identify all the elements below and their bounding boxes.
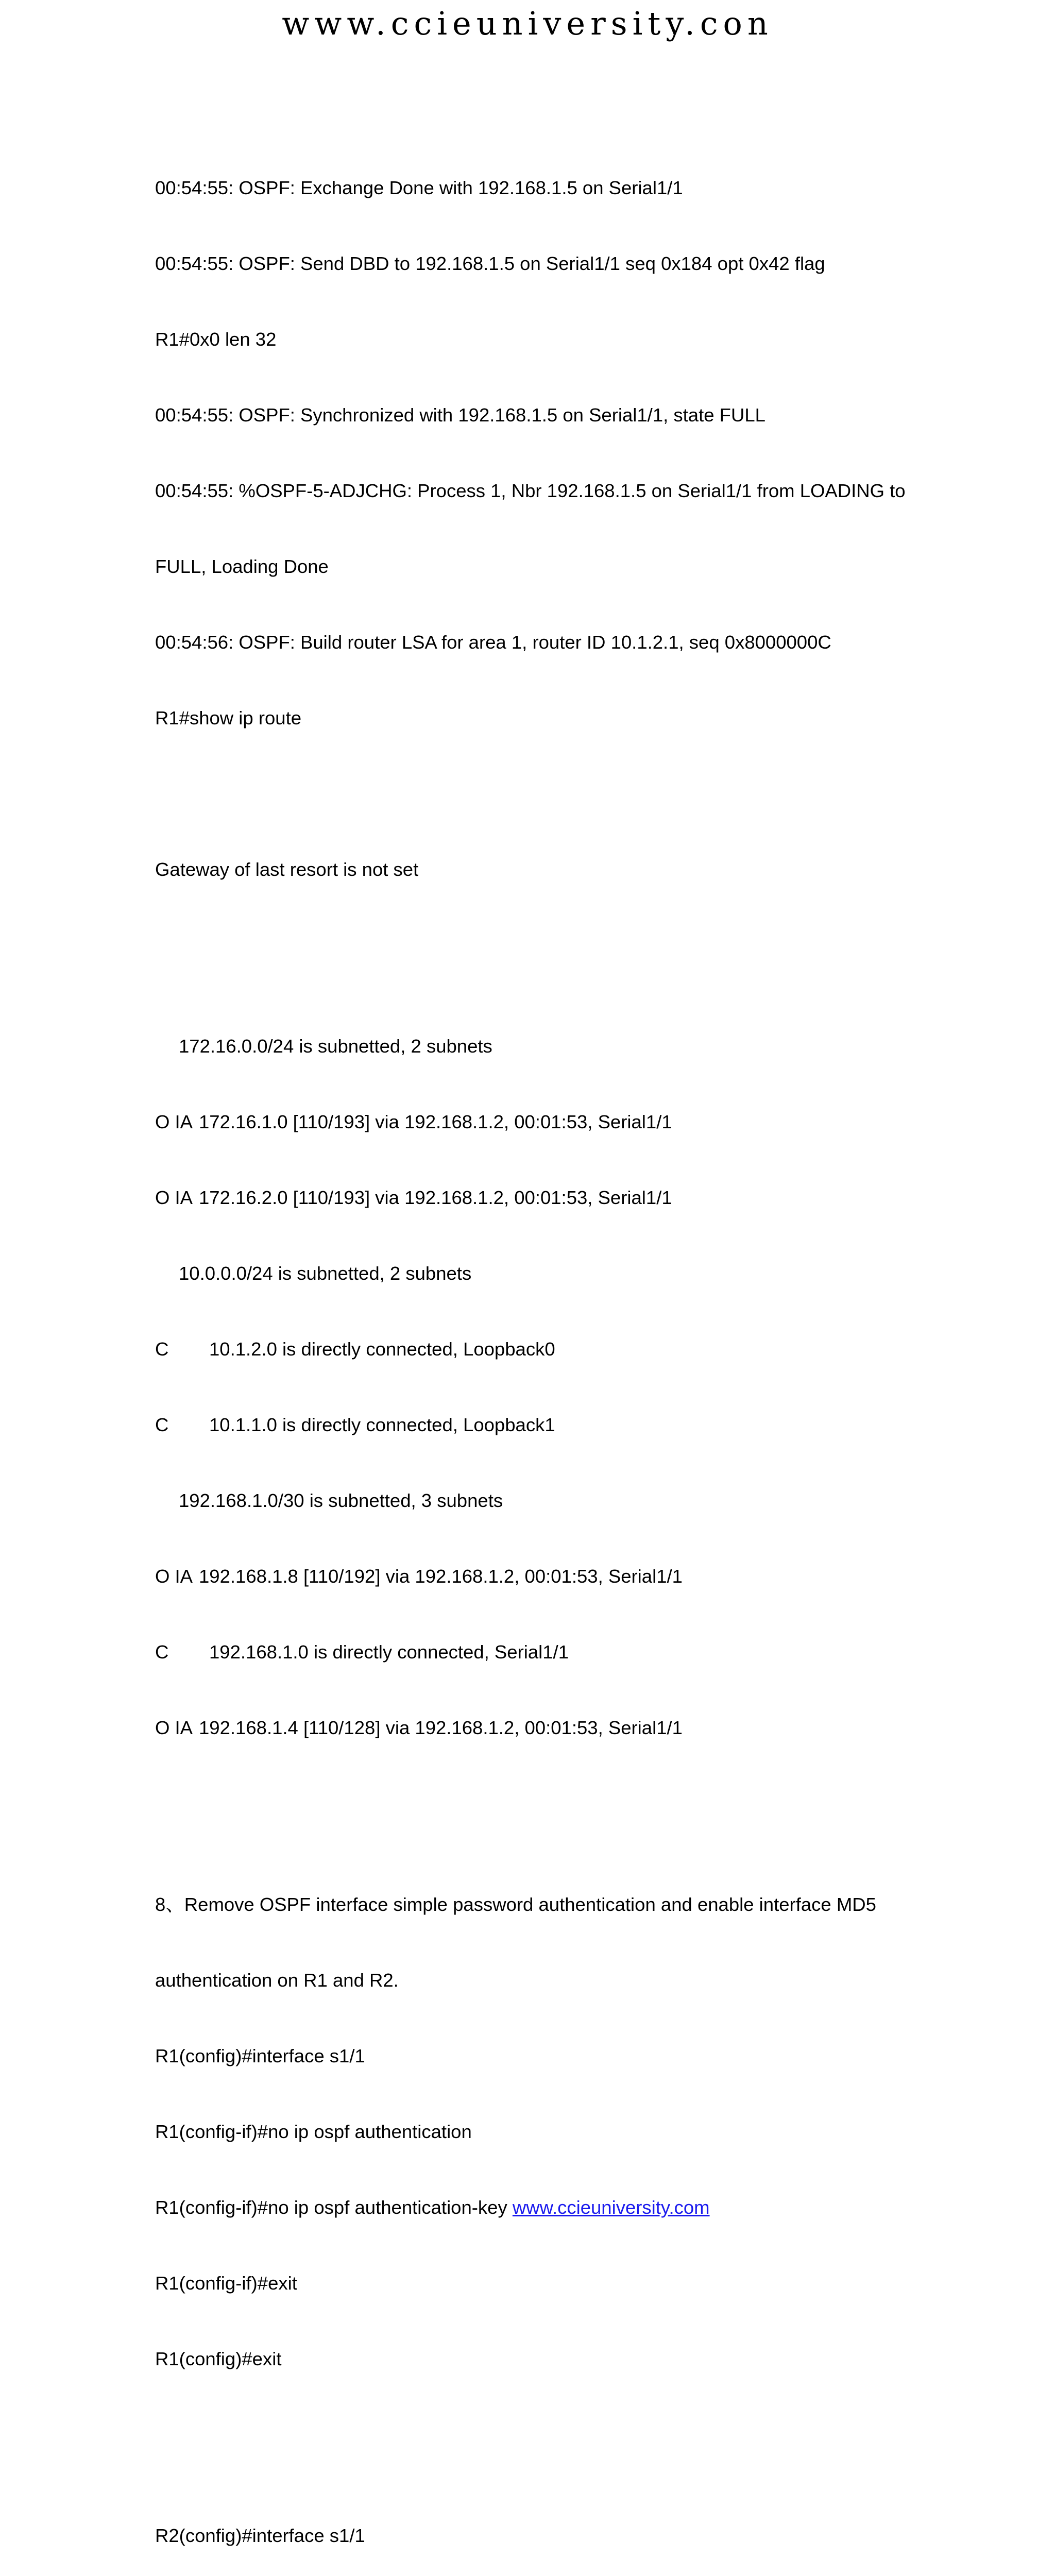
route-text: 192.168.1.4 [110/128] via 192.168.1.2, 00:01:53, Serial1/1 [199,1717,683,1738]
route-code: O IA [155,1187,193,1208]
debug-line: 00:54:56: OSPF: Build router LSA for area 1, router ID 10.1.2.1, seq 0x8000000C [155,632,831,653]
route-code: O IA [155,1111,193,1132]
route-code: C [155,1641,169,1663]
debug-line: FULL, Loading Done [155,556,329,577]
debug-line: 00:54:55: %OSPF-5-ADJCHG: Process 1, Nbr 192.168.1.5 on Serial1/1 from LOADING to [155,480,906,501]
route-line [155,1639,938,1665]
route-text: 10.1.1.0 is directly connected, Loopback1 [209,1414,555,1435]
config-line: R1(config-if)#exit [155,2273,297,2294]
route-text: 192.168.1.0 is directly connected, Serial1/1 [209,1641,569,1663]
config-line: R1(config)#interface s1/1 [155,2045,365,2066]
route-line [155,1185,938,1210]
step-heading: 8、Remove OSPF interface simple password authentication and enable interface MD5 [155,1894,876,1915]
debug-line: 00:54:55: OSPF: Exchange Done with 192.168.1.5 on Serial1/1 [155,177,683,198]
route-line [155,1109,938,1134]
config-text: R1(config-if)#no ip ospf authentication-key [155,2197,513,2218]
route-code: O IA [155,1566,193,1587]
debug-line: R1#0x0 len 32 [155,329,277,350]
route-text: 172.16.2.0 [110/193] via 192.168.1.2, 00:01:53, Serial1/1 [199,1187,672,1208]
command-line: R1#show ip route [155,707,302,728]
subnet-line: 192.168.1.0/30 is subnetted, 3 subnets [179,1490,503,1511]
route-line [155,1336,938,1362]
route-text: 10.1.2.0 is directly connected, Loopback0 [209,1338,555,1360]
config-line: R1(config-if)#no ip ospf authentication [155,2121,472,2142]
subnet-line: 172.16.0.0/24 is subnetted, 2 subnets [179,1036,492,1057]
config-line [155,2195,938,2220]
route-line [155,1412,938,1437]
route-text: 192.168.1.8 [110/192] via 192.168.1.2, 00:01:53, Serial1/1 [199,1566,683,1587]
route-line [155,1564,938,1589]
route-code: C [155,1338,169,1360]
gateway-line: Gateway of last resort is not set [155,859,419,880]
route-code: C [155,1414,169,1435]
document-body [155,125,938,2576]
debug-line: 00:54:55: OSPF: Synchronized with 192.168.1.5 on Serial1/1, state FULL [155,404,765,426]
page-header: www.ccieuniversity.con [282,5,773,42]
config-line: R1(config)#exit [155,2348,282,2369]
route-text: 172.16.1.0 [110/193] via 192.168.1.2, 00:01:53, Serial1/1 [199,1111,672,1132]
website-link[interactable]: www.ccieuniversity.com [512,2197,710,2218]
subnet-line: 10.0.0.0/24 is subnetted, 2 subnets [179,1263,472,1284]
route-code: O IA [155,1717,193,1738]
step-heading-cont: authentication on R1 and R2. [155,1970,399,1991]
debug-line: 00:54:55: OSPF: Send DBD to 192.168.1.5 on Serial1/1 seq 0x184 opt 0x42 flag [155,253,825,274]
config-line: R2(config)#interface s1/1 [155,2525,365,2546]
route-line [155,1715,938,1740]
